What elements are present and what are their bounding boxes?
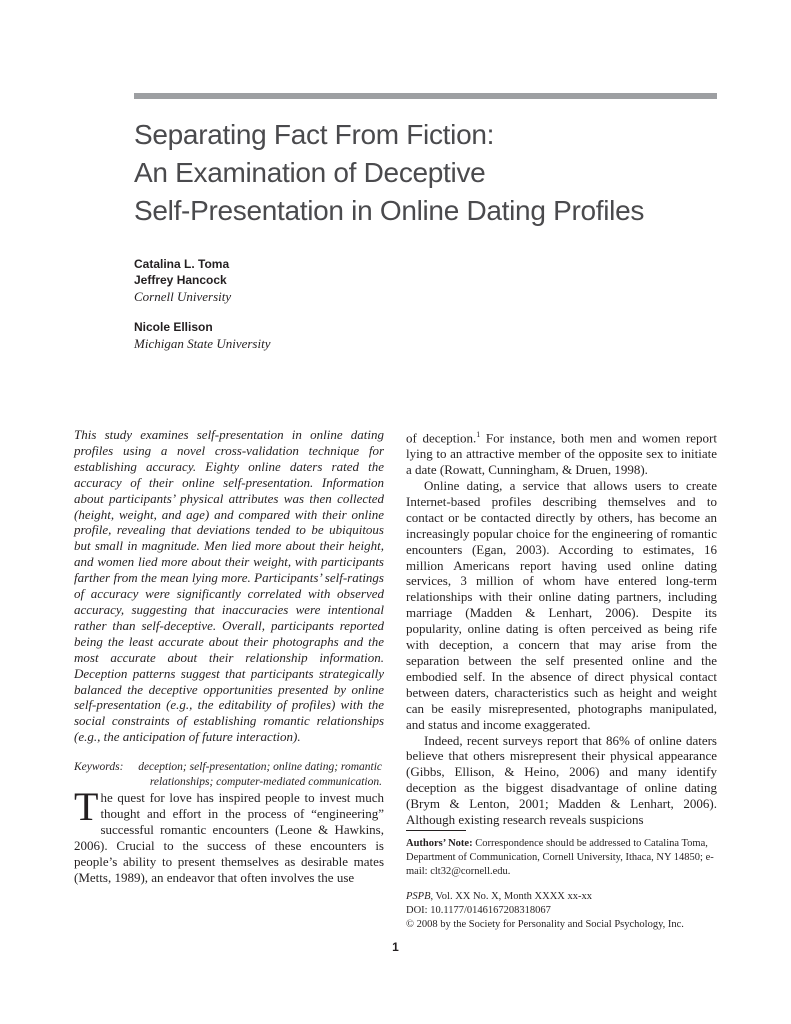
body-paragraph: Indeed, recent surveys report that 86% of online daters believe that others misrepresent their physical appearance (Gibbs, Ellison, & Heino, 2006) and many identify deception as the biggest disadvantage of online dating (Brym & Lenton, 2001; Madden & Lenhart, 2006). Although existing research reveals suspicions bbox=[406, 732, 717, 828]
drop-cap: T bbox=[74, 784, 99, 830]
journal-name: PSPB bbox=[406, 890, 431, 902]
copyright: © 2008 by the Society for Personality and Social Psychology, Inc. bbox=[406, 918, 684, 930]
keywords-label: Keywords: bbox=[74, 761, 124, 774]
page-number: 1 bbox=[392, 940, 399, 954]
author-affiliation: Michigan State University bbox=[134, 336, 271, 351]
left-column bbox=[74, 427, 384, 886]
author-affiliation: Cornell University bbox=[134, 289, 232, 304]
authors-note-label: Authors’ Note: bbox=[406, 838, 473, 849]
title-line: Separating Fact From Fiction: bbox=[134, 119, 495, 150]
right-column bbox=[406, 427, 717, 828]
intro-paragraph bbox=[74, 784, 384, 885]
journal-volume: , Vol. XX No. X, Month XXXX xx-xx bbox=[430, 890, 592, 902]
title-line: An Examination of Deceptive bbox=[134, 157, 486, 188]
keywords-text: deception; self-presentation; online dating; romantic relationships; computer-mediated communication. bbox=[138, 761, 382, 789]
author-block bbox=[134, 256, 634, 352]
body-text: For instance, both men and women report lying to an attractive member of the opposite sex to initiate a date (Rowatt, Cunningham, & Druen, 1998). bbox=[406, 430, 717, 478]
author-name: Catalina L. Toma bbox=[134, 257, 230, 271]
article-title bbox=[134, 116, 734, 230]
author-name: Jeffrey Hancock bbox=[134, 273, 227, 287]
body-paragraph: Online dating, a service that allows users to create Internet-based profiles describing themselves and to contact or be contacted directly by others, has become an increasingly popular choice for the engineering of romantic encounters (Egan, 2003). According to estimates, 16 million Americans report having used online dating services, 3 million of whom have entered long-term relationships with their online dating partners, including marriage (Madden & Lenhart, 2006). Despite its popularity, online dating is often perceived as being rife with deception, a concern that may arise from the separation between the self presented online and the embodied self. In the absence of direct physical contact between daters, characteristics such as height and weight can be easily misrepresented, photographs manipulated, and status and income exaggerated. bbox=[406, 478, 717, 732]
body-text: of deception. bbox=[406, 430, 477, 446]
title-line: Self-Presentation in Online Dating Profiles bbox=[134, 195, 645, 226]
authors-note bbox=[406, 837, 718, 879]
doi[interactable]: DOI: 10.1177/0146167208318067 bbox=[406, 904, 551, 916]
footnote-block bbox=[406, 837, 718, 931]
journal-info bbox=[406, 890, 718, 904]
header-rule bbox=[134, 93, 717, 99]
keywords bbox=[74, 760, 384, 790]
footnote-ref[interactable]: 1 bbox=[476, 430, 481, 439]
authors-note-text: Correspondence should be addressed to Catalina Toma, Department of Communication, Cornell University, Ithaca, NY 14850; e-mail: clt32@cornell.edu. bbox=[406, 838, 714, 877]
abstract: This study examines self-presentation in online dating profiles using a novel cross-validation technique for establishing accuracy. Eighty online daters rated the accuracy of their online self-presentation. Information about participants’ physical attributes was then collected (height, weight, and age) and compared with their online profile, revealing that deviations tended to be ubiquitous but small in magnitude. Men lied more about their height, and women lied more about their weight, with participants farther from the mean lying more. Participants’ self-ratings of accuracy were significantly correlated with observed accuracy, suggesting that inaccuracies were intentional rather than self-deceptive. Overall, participants reported being the least accurate about their photographs and the most accurate about their relationship information. Deception patterns suggest that participants strategically balanced the deceptive opportunities presented by online self-presentation (e.g., the editability of profiles) with the social constraints of establishing romantic relationships (e.g., the anticipation of future interaction). bbox=[74, 427, 384, 745]
footnote-rule bbox=[406, 830, 466, 831]
intro-text: he quest for love has inspired people to invest much thought and effort in the process of “engineering” successful romantic encounters (Leone & Hawkins, 2006). Crucial to the success of these encounters is people’s ability to present themselves as desirable mates (Metts, 1989), an endeavor that often involves the use bbox=[74, 790, 384, 885]
body-paragraph bbox=[406, 427, 717, 478]
author-name: Nicole Ellison bbox=[134, 320, 213, 334]
